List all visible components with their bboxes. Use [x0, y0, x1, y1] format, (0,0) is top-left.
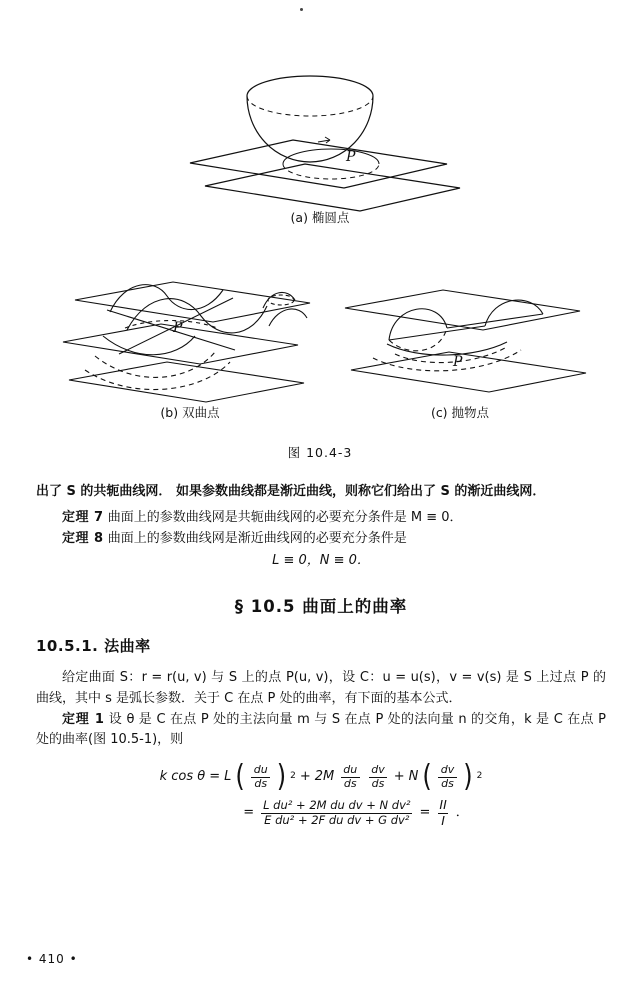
paren-open-1: ( — [235, 758, 245, 794]
theorem-1-line — [36, 710, 606, 750]
section-heading: § 10.5 曲面上的曲率 — [234, 596, 408, 616]
theorem-1-text: 设 θ 是 C 在点 P 处的主法向量 m 与 S 在点 P 处的法向量 n 的交角，k 是 C 在点 P 处的曲率(图 10.5-1)，则 — [36, 711, 606, 747]
formula-term3-frac — [438, 764, 458, 790]
formula-equals-1: = — [209, 769, 221, 784]
figure-caption-b: (b) 双曲点 — [160, 405, 220, 420]
paren-close-1: ) — [276, 758, 287, 794]
formula-term1-num: du — [253, 762, 268, 776]
point-label-p-a: P — [346, 149, 356, 165]
figure-caption-c: (c) 抛物点 — [430, 405, 490, 420]
paragraph-normal-curvature: 给定曲面 S：r = r(u, v) 与 S 上的点 P(u, v)，设 C：u = u(s)，v = v(s) 是 S 上过点 P 的曲线，其中 s 是弧长参数．关于 C 在点 P 处的曲率，有下面的基本公式． — [36, 670, 606, 706]
formula-term2-coef: 2M — [314, 769, 335, 784]
formula-term2a-den: ds — [341, 777, 360, 791]
theorem-8-label: 定理 8 — [62, 531, 104, 547]
paren-close-2: ) — [463, 758, 473, 794]
formula-line-1 — [36, 758, 606, 794]
formula-lhs: k cos θ — [159, 769, 206, 784]
page-number: • 410 • — [26, 952, 78, 966]
theorem-7-label: 定理 7 — [62, 510, 104, 526]
figure-10-4-3 — [0, 18, 640, 458]
formula-term1-frac — [251, 764, 271, 790]
theorem-7-line — [36, 508, 606, 528]
formula-term1-coef: L — [224, 769, 232, 784]
paragraph-conjugate-net: 出了 S 的共轭曲线网． 如果参数曲线都是渐近曲线，则称它们给出了 S 的渐近曲线网． — [36, 484, 546, 499]
theorem-8-formula: L ≡ 0，N ≡ 0． — [272, 553, 370, 569]
formula-term2a-num: du — [343, 762, 358, 776]
body-text — [36, 482, 606, 828]
formula-plus-1: + — [299, 769, 311, 784]
formula-term1-den: ds — [251, 777, 270, 791]
formula-equals-3: = — [419, 805, 431, 821]
formula-term2b-den: ds — [369, 777, 388, 791]
formula-term3-coef: N — [408, 769, 419, 784]
formula-second-fundamental-ratio — [260, 799, 413, 826]
formula-frac2-num: L du² + 2M du dv + N dv² — [263, 798, 411, 813]
theorem-1-label: 定理 1 — [62, 711, 105, 727]
figure-number-caption: 图 10.4-3 — [287, 445, 353, 460]
formula-frac2-den: E du² + 2F du dv + G dv² — [261, 813, 412, 827]
formula-plus-2: + — [393, 769, 405, 784]
formula-term2b-frac — [368, 764, 388, 790]
formula-term3-den: ds — [438, 777, 457, 791]
stray-dot-mark — [300, 8, 303, 11]
formula-frac3-num: II — [439, 797, 447, 813]
formula-term3-exp: 2 — [476, 771, 483, 782]
theorem-8-text: 曲面上的参数曲线网是渐近曲线网的必要充分条件是 — [107, 531, 407, 547]
figure-caption-a: (a) 椭圆点 — [290, 210, 350, 225]
theorem-8-line — [36, 529, 606, 549]
formula-term1-exp: 2 — [290, 771, 296, 782]
formula-equals-2: = — [243, 805, 255, 821]
figure-part-a-diagram — [0, 18, 640, 218]
formula-II-over-I — [436, 798, 449, 828]
formula-term2b-num: dv — [371, 762, 385, 776]
point-label-p-c: P — [453, 354, 463, 370]
figure-part-c-diagram — [335, 270, 605, 410]
formula-frac3-den: I — [438, 813, 448, 828]
figure-part-b-diagram — [55, 270, 355, 410]
paren-open-2: ( — [422, 758, 432, 794]
formula-line-2 — [36, 798, 606, 828]
formula-term3-num: dv — [440, 762, 455, 776]
formula-term2a-frac — [340, 764, 360, 790]
theorem-7-text: 曲面上的参数曲线网是共轭曲线网的必要充分条件是 M ≡ 0． — [107, 510, 463, 526]
point-label-p-b: P — [173, 320, 183, 336]
subsection-heading: 10.5.1. 法曲率 — [36, 637, 151, 656]
formula-period: ． — [455, 805, 469, 821]
main-formula — [36, 758, 606, 828]
